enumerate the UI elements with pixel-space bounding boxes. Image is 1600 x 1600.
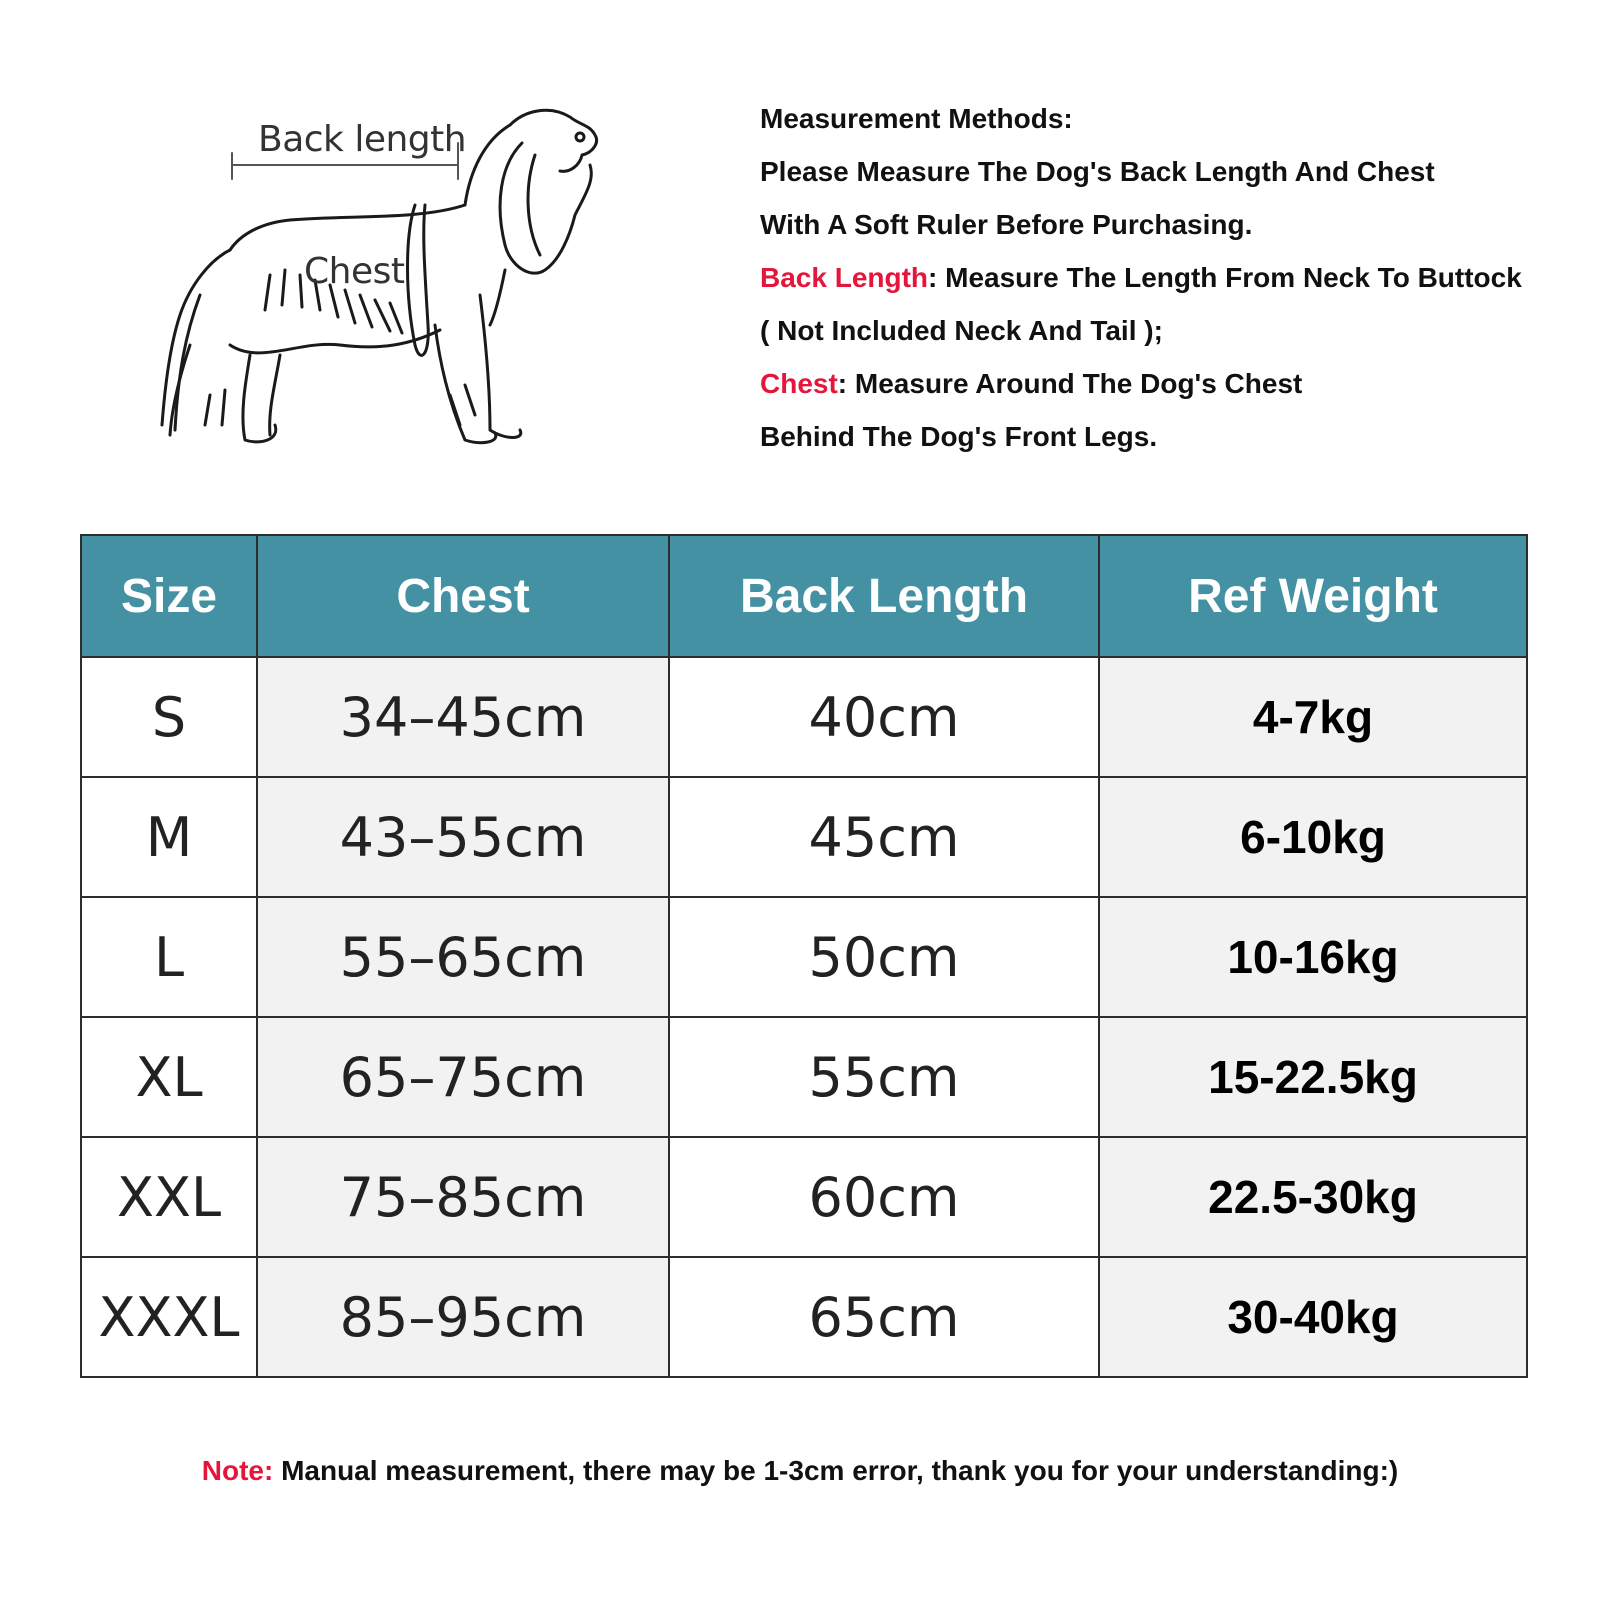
header-back-length: Back Length: [669, 535, 1099, 657]
back-length-cell: 60cm: [669, 1137, 1099, 1257]
table-row: [81, 1257, 1527, 1377]
header-ref-weight: Ref Weight: [1099, 535, 1527, 657]
weight-cell: 30-40kg: [1099, 1257, 1527, 1377]
methods-line-1: Please Measure The Dog's Back Length And Chest: [760, 156, 1435, 187]
size-cell: S: [81, 657, 257, 777]
methods-back-line: [760, 251, 1590, 304]
chest-cell: 55–65cm: [257, 897, 669, 1017]
note-text: Manual measurement, there may be 1-3cm error, thank you for your understanding:): [273, 1455, 1399, 1486]
back-length-term: Back Length: [760, 262, 929, 293]
weight-cell: 6-10kg: [1099, 777, 1527, 897]
weight-cell: 15-22.5kg: [1099, 1017, 1527, 1137]
back-length-cell: 65cm: [669, 1257, 1099, 1377]
back-length-cell: 45cm: [669, 777, 1099, 897]
note-label: Note:: [201, 1455, 274, 1486]
methods-chest-line: [760, 357, 1590, 410]
chest-cell: 65–75cm: [257, 1017, 669, 1137]
size-cell: XXL: [81, 1137, 257, 1257]
measurement-methods: [760, 92, 1590, 463]
weight-cell: 10-16kg: [1099, 897, 1527, 1017]
methods-line-2: With A Soft Ruler Before Purchasing.: [760, 209, 1253, 240]
chest-definition: : Measure Around The Dog's Chest: [837, 368, 1303, 399]
size-chart-table: [80, 534, 1528, 1378]
back-length-label: Back length: [258, 119, 467, 160]
table-row: [81, 777, 1527, 897]
methods-title: Measurement Methods:: [760, 103, 1073, 134]
size-cell: XXXL: [81, 1257, 257, 1377]
back-length-definition: : Measure The Length From Neck To Buttock: [928, 262, 1522, 293]
chest-cell: 43–55cm: [257, 777, 669, 897]
table-row: [81, 657, 1527, 777]
header-size: Size: [81, 535, 257, 657]
measurement-note: [0, 1455, 1600, 1487]
chest-term: Chest: [760, 368, 838, 399]
back-length-cell: 55cm: [669, 1017, 1099, 1137]
chest-cell: 75–85cm: [257, 1137, 669, 1257]
size-cell: M: [81, 777, 257, 897]
methods-back-line-2: ( Not Included Neck And Tail );: [760, 315, 1163, 346]
table-header-row: [81, 535, 1527, 657]
methods-chest-line-2: Behind The Dog's Front Legs.: [760, 421, 1158, 452]
chest-cell: 34–45cm: [257, 657, 669, 777]
size-cell: XL: [81, 1017, 257, 1137]
back-length-cell: 40cm: [669, 657, 1099, 777]
table-row: [81, 897, 1527, 1017]
size-cell: L: [81, 897, 257, 1017]
table-row: [81, 1137, 1527, 1257]
header-chest: Chest: [257, 535, 669, 657]
back-length-cell: 50cm: [669, 897, 1099, 1017]
dog-measurement-illustration: [150, 95, 630, 475]
weight-cell: 22.5-30kg: [1099, 1137, 1527, 1257]
table-row: [81, 1017, 1527, 1137]
chest-cell: 85–95cm: [257, 1257, 669, 1377]
weight-cell: 4-7kg: [1099, 657, 1527, 777]
chest-label: Chest: [304, 251, 405, 292]
